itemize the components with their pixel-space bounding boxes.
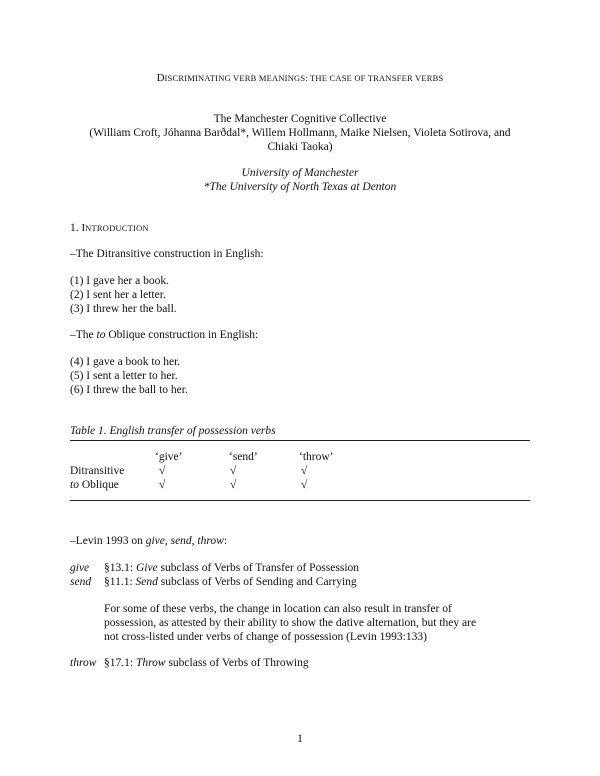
levin-section-number: §17.1: (104, 657, 136, 669)
table-row-label-rest: Oblique (78, 479, 119, 491)
levin-verb-send: send (70, 576, 92, 588)
table-cell: √ (159, 465, 166, 477)
levin-quote-line-2: possession, as attested by their ability to show the dative alternation, but they are (104, 617, 477, 629)
table-cell: √ (301, 465, 308, 477)
levin-section-italic: Send (135, 576, 158, 588)
levin-intro (70, 535, 227, 547)
section-heading (70, 222, 149, 234)
author-list-line-1: (William Croft, Jóhanna Barðdal*, Willem Hollmann, Maike Nielsen, Violeta Sotirova, and (89, 127, 511, 139)
table-header-send: ‘send’ (229, 451, 258, 463)
table-bottom-rule (70, 500, 530, 501)
author-list-line-2: Chiaki Taoka) (267, 141, 333, 153)
levin-verb-give: give (70, 562, 90, 574)
oblique-intro-italic: to (96, 329, 106, 341)
title-first-letter: D (156, 72, 165, 84)
table-row-label-ditransitive: Ditransitive (70, 465, 125, 477)
levin-section-give (104, 562, 359, 574)
levin-section-number: §13.1: (104, 562, 136, 574)
section-number: 1. (70, 222, 82, 234)
levin-section-italic: Give (135, 562, 158, 574)
table-cell: √ (301, 479, 308, 491)
levin-section-italic: Throw (135, 657, 166, 669)
levin-verb-throw: throw (70, 657, 97, 669)
title-rest: ISCRIMINATING VERB MEANINGS: THE CASE OF TRANSFER VERBS (164, 73, 444, 83)
levin-section-rest: subclass of Verbs of Throwing (165, 657, 309, 669)
oblique-intro-pre: –The (70, 329, 97, 341)
ditransitive-intro: –The Ditransitive construction in English: (70, 248, 264, 260)
table-caption: Table 1. English transfer of possession verbs (70, 425, 276, 437)
example-2: (2) I sent her a letter. (70, 289, 166, 301)
table-header-throw: ‘throw’ (299, 451, 334, 463)
levin-intro-post: : (223, 535, 228, 547)
section-first-letter: I (81, 222, 86, 234)
example-1: (1) I gave her a book. (70, 275, 169, 287)
example-3: (3) I threw her the ball. (70, 303, 177, 315)
levin-section-throw (104, 657, 309, 669)
levin-section-rest: subclass of Verbs of Sending and Carrying (157, 576, 357, 588)
affiliation-secondary: *The University of North Texas at Denton (203, 181, 397, 193)
levin-intro-italic: give, send, throw (145, 535, 224, 547)
example-4: (4) I gave a book to her. (70, 356, 181, 368)
table-row-label-italic: to (70, 479, 79, 491)
table-row-label-oblique (70, 479, 119, 491)
table-top-rule (70, 440, 530, 441)
example-5: (5) I sent a letter to her. (70, 370, 178, 382)
example-6: (6) I threw the ball to her. (70, 384, 188, 396)
table-header-give: ‘give’ (155, 451, 183, 463)
table-cell: √ (159, 479, 166, 491)
author-group: The Manchester Cognitive Collective (213, 113, 387, 125)
table-cell: √ (230, 479, 237, 491)
paper-title (0, 72, 600, 84)
oblique-intro-post: Oblique construction in English: (105, 329, 259, 341)
levin-quote-line-3: not cross-listed under verbs of change of possession (Levin 1993:133) (104, 631, 427, 643)
levin-intro-pre: –Levin 1993 on (70, 535, 146, 547)
levin-section-number: §11.1: (104, 576, 136, 588)
levin-quote-line-1: For some of these verbs, the change in location can also result in transfer of (104, 603, 452, 615)
section-rest: NTRODUCTION (85, 223, 149, 233)
levin-section-rest: subclass of Verbs of Transfer of Possession (157, 562, 360, 574)
table-cell: √ (230, 465, 237, 477)
affiliation-primary: University of Manchester (241, 167, 359, 179)
oblique-intro (70, 329, 258, 341)
levin-section-send (104, 576, 357, 588)
page-number: 1 (297, 733, 303, 745)
